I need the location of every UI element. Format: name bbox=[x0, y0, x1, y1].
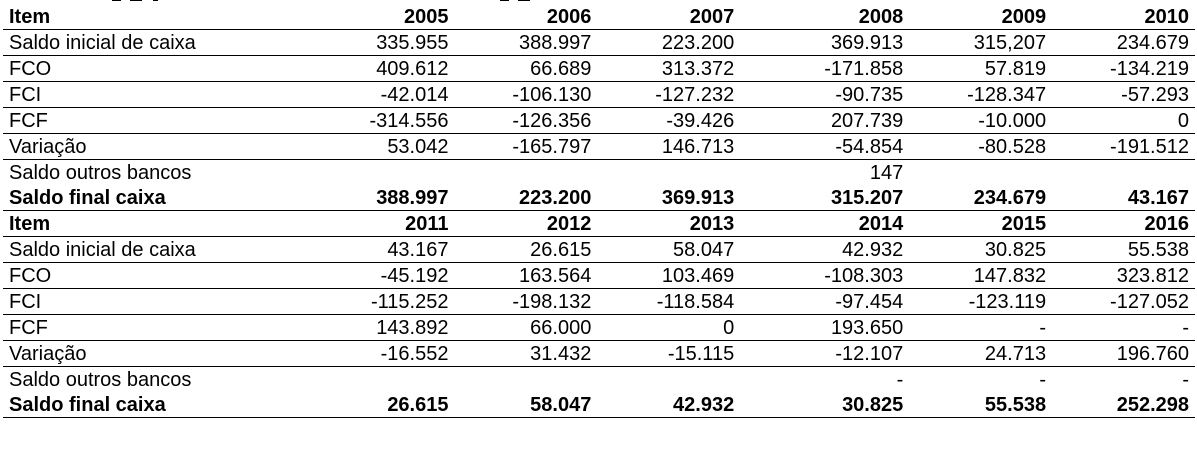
table-row bbox=[3, 341, 1195, 367]
row-value: 196.760 bbox=[1052, 341, 1195, 367]
cash-flow-table bbox=[3, 4, 1195, 418]
row-value: -90.735 bbox=[740, 82, 909, 108]
row-value: -165.797 bbox=[454, 134, 597, 160]
total-value: 388.997 bbox=[376, 187, 449, 209]
row-value: -108.303 bbox=[740, 263, 909, 289]
total-value: 234.679 bbox=[973, 187, 1047, 209]
column-header-year: 2009 bbox=[909, 4, 1052, 30]
row-value: -42.014 bbox=[312, 82, 455, 108]
row-value: 58.047 bbox=[597, 237, 740, 263]
column-header-item: Item bbox=[3, 211, 312, 237]
row-value: -134.219 bbox=[1052, 56, 1195, 82]
row-value: 146.713 bbox=[597, 134, 740, 160]
row-value bbox=[312, 160, 455, 186]
table-row bbox=[3, 30, 1195, 56]
row-value: 147 bbox=[869, 162, 904, 184]
table-row bbox=[3, 108, 1195, 134]
column-header-year: 2013 bbox=[597, 211, 740, 237]
total-row bbox=[3, 185, 1195, 211]
table-row bbox=[3, 315, 1195, 341]
row-value: -39.426 bbox=[597, 108, 740, 134]
column-header-year: 2008 bbox=[740, 4, 909, 30]
row-value: -118.584 bbox=[597, 289, 740, 315]
table-row bbox=[3, 134, 1195, 160]
row-value bbox=[1052, 160, 1195, 186]
row-value: 143.892 bbox=[312, 315, 455, 341]
row-value: 55.538 bbox=[1052, 237, 1195, 263]
column-header-item: Item bbox=[3, 4, 312, 30]
row-value: 24.713 bbox=[909, 341, 1052, 367]
row-value: - bbox=[896, 369, 904, 391]
row-value: - bbox=[909, 315, 1052, 341]
table-row bbox=[3, 56, 1195, 82]
row-value: 26.615 bbox=[454, 237, 597, 263]
row-label: Variação bbox=[3, 134, 312, 160]
row-value: - bbox=[1039, 369, 1047, 391]
row-value: 53.042 bbox=[312, 134, 455, 160]
total-row bbox=[3, 392, 1195, 418]
row-value: -198.132 bbox=[454, 289, 597, 315]
row-value: -115.252 bbox=[312, 289, 455, 315]
row-value: -10.000 bbox=[909, 108, 1052, 134]
row-value: 66.689 bbox=[454, 56, 597, 82]
column-header-year: 2007 bbox=[597, 4, 740, 30]
column-header-year: 2014 bbox=[740, 211, 909, 237]
row-value: - bbox=[1182, 369, 1189, 391]
row-value: 207.739 bbox=[740, 108, 909, 134]
row-value bbox=[597, 367, 740, 393]
row-value: 0 bbox=[597, 315, 740, 341]
total-label: Saldo final caixa bbox=[9, 394, 166, 416]
row-value: 335.955 bbox=[312, 30, 455, 56]
row-value: -171.858 bbox=[740, 56, 909, 82]
table-row bbox=[3, 237, 1195, 263]
row-value: 313.372 bbox=[597, 56, 740, 82]
row-value: -57.293 bbox=[1052, 82, 1195, 108]
row-value: -128.347 bbox=[909, 82, 1052, 108]
row-value: 315,207 bbox=[909, 30, 1052, 56]
row-value: 369.913 bbox=[740, 30, 909, 56]
row-value: 57.819 bbox=[909, 56, 1052, 82]
table-row bbox=[3, 367, 1195, 393]
row-value: 234.679 bbox=[1052, 30, 1195, 56]
row-label: Saldo outros bancos bbox=[9, 369, 192, 391]
row-value: -123.119 bbox=[909, 289, 1052, 315]
total-value: 58.047 bbox=[530, 394, 592, 416]
table-header-row bbox=[3, 211, 1195, 237]
row-label: FCF bbox=[3, 315, 312, 341]
row-value: -12.107 bbox=[740, 341, 909, 367]
row-value bbox=[312, 367, 455, 393]
row-value: 388.997 bbox=[454, 30, 597, 56]
column-header-year: 2016 bbox=[1052, 211, 1195, 237]
row-value: -106.130 bbox=[454, 82, 597, 108]
row-value: -16.552 bbox=[312, 341, 455, 367]
row-value: -15.115 bbox=[597, 341, 740, 367]
total-value: 42.932 bbox=[673, 394, 735, 416]
row-value: -80.528 bbox=[909, 134, 1052, 160]
total-value: 252.298 bbox=[1116, 394, 1189, 416]
table-row bbox=[3, 289, 1195, 315]
row-value: 43.167 bbox=[312, 237, 455, 263]
column-header-year: 2011 bbox=[312, 211, 455, 237]
row-value: -54.854 bbox=[740, 134, 909, 160]
total-value: 315.207 bbox=[830, 187, 904, 209]
total-value: 55.538 bbox=[984, 394, 1047, 416]
row-value: -127.232 bbox=[597, 82, 740, 108]
total-label: Saldo final caixa bbox=[9, 187, 166, 209]
row-label: FCI bbox=[3, 289, 312, 315]
row-value: 323.812 bbox=[1052, 263, 1195, 289]
row-label: FCI bbox=[3, 82, 312, 108]
row-value: -126.356 bbox=[454, 108, 597, 134]
row-label: FCF bbox=[3, 108, 312, 134]
row-label: Saldo inicial de caixa bbox=[3, 237, 312, 263]
row-value: 147.832 bbox=[909, 263, 1052, 289]
row-label: Variação bbox=[3, 341, 312, 367]
row-label: FCO bbox=[3, 56, 312, 82]
row-label: FCO bbox=[3, 263, 312, 289]
row-value: -127.052 bbox=[1052, 289, 1195, 315]
row-value: 193.650 bbox=[740, 315, 909, 341]
row-value bbox=[909, 160, 1052, 186]
column-header-year: 2006 bbox=[454, 4, 597, 30]
total-value: 30.825 bbox=[842, 394, 904, 416]
table-row bbox=[3, 160, 1195, 186]
row-value bbox=[454, 367, 597, 393]
row-value: 30.825 bbox=[909, 237, 1052, 263]
row-label: Saldo outros bancos bbox=[9, 162, 192, 184]
row-value bbox=[454, 160, 597, 186]
row-value: - bbox=[1052, 315, 1195, 341]
row-value: -97.454 bbox=[740, 289, 909, 315]
row-value: -45.192 bbox=[312, 263, 455, 289]
row-value: 103.469 bbox=[597, 263, 740, 289]
row-value: 0 bbox=[1052, 108, 1195, 134]
row-value: 409.612 bbox=[312, 56, 455, 82]
row-value: 42.932 bbox=[740, 237, 909, 263]
row-label: Saldo inicial de caixa bbox=[3, 30, 312, 56]
row-value: -191.512 bbox=[1052, 134, 1195, 160]
total-value: 43.167 bbox=[1127, 187, 1189, 209]
total-value: 223.200 bbox=[519, 187, 592, 209]
table-row bbox=[3, 263, 1195, 289]
clipped-caption-fragment bbox=[0, 0, 1197, 3]
row-value: 66.000 bbox=[454, 315, 597, 341]
column-header-year: 2015 bbox=[909, 211, 1052, 237]
row-value: 31.432 bbox=[454, 341, 597, 367]
row-value: 163.564 bbox=[454, 263, 597, 289]
row-value bbox=[597, 160, 740, 186]
table-row bbox=[3, 82, 1195, 108]
total-value: 26.615 bbox=[387, 394, 449, 416]
column-header-year: 2012 bbox=[454, 211, 597, 237]
column-header-year: 2010 bbox=[1052, 4, 1195, 30]
total-value: 369.913 bbox=[661, 187, 735, 209]
row-value: -314.556 bbox=[312, 108, 455, 134]
row-value: 223.200 bbox=[597, 30, 740, 56]
table-header-row bbox=[3, 4, 1195, 30]
column-header-year: 2005 bbox=[312, 4, 455, 30]
